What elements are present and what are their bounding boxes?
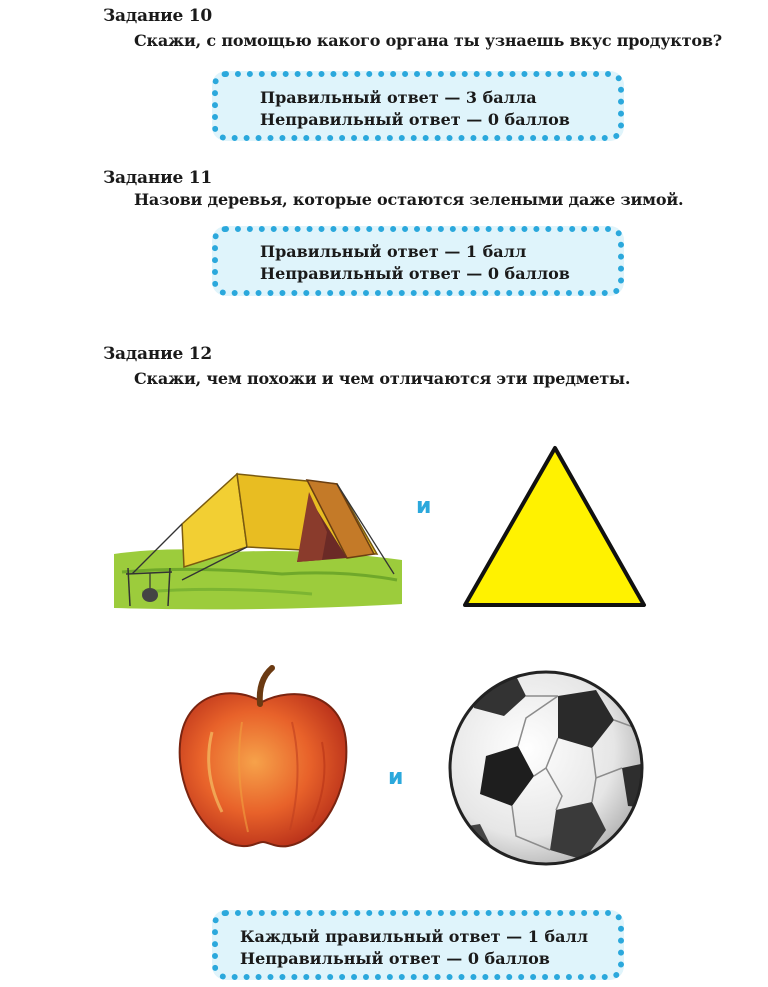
triangle-shape [465, 448, 644, 605]
task-12-score-box [212, 910, 624, 980]
task-10-title: Задание 10 [103, 6, 213, 26]
task-12-question: Скажи, чем похожи и чем отличаются эти предметы. [134, 369, 631, 388]
yellow-triangle [458, 440, 654, 612]
task-11-wrong-score: Неправильный ответ — 0 баллов [260, 264, 570, 283]
apple-body [180, 693, 347, 846]
task-11-score-box [212, 226, 624, 296]
conjunction-and-top: и [416, 494, 432, 519]
task-10-score-box [212, 71, 624, 141]
tent-illustration [112, 462, 404, 612]
task-11-title: Задание 11 [103, 168, 213, 188]
task-12-title: Задание 12 [103, 344, 213, 364]
task-10-correct-score: Правильный ответ — 3 балла [260, 88, 537, 107]
apple-illustration [172, 662, 354, 852]
task-10-wrong-score: Неправильный ответ — 0 баллов [260, 110, 570, 129]
grass [114, 549, 402, 609]
task-12-each-correct-score: Каждый правильный ответ — 1 балл [240, 927, 589, 946]
task-11-question: Назови деревья, которые остаются зелеными даже зимой. [134, 190, 684, 209]
campfire-pot [142, 588, 158, 602]
task-12-wrong-score: Неправильный ответ — 0 баллов [240, 949, 550, 968]
conjunction-and-bottom: и [388, 765, 404, 790]
task-10-question: Скажи, с помощью какого органа ты узнаешь вкус продуктов? [134, 31, 722, 50]
task-11-correct-score: Правильный ответ — 1 балл [260, 242, 527, 261]
soccer-ball-illustration [446, 668, 646, 868]
